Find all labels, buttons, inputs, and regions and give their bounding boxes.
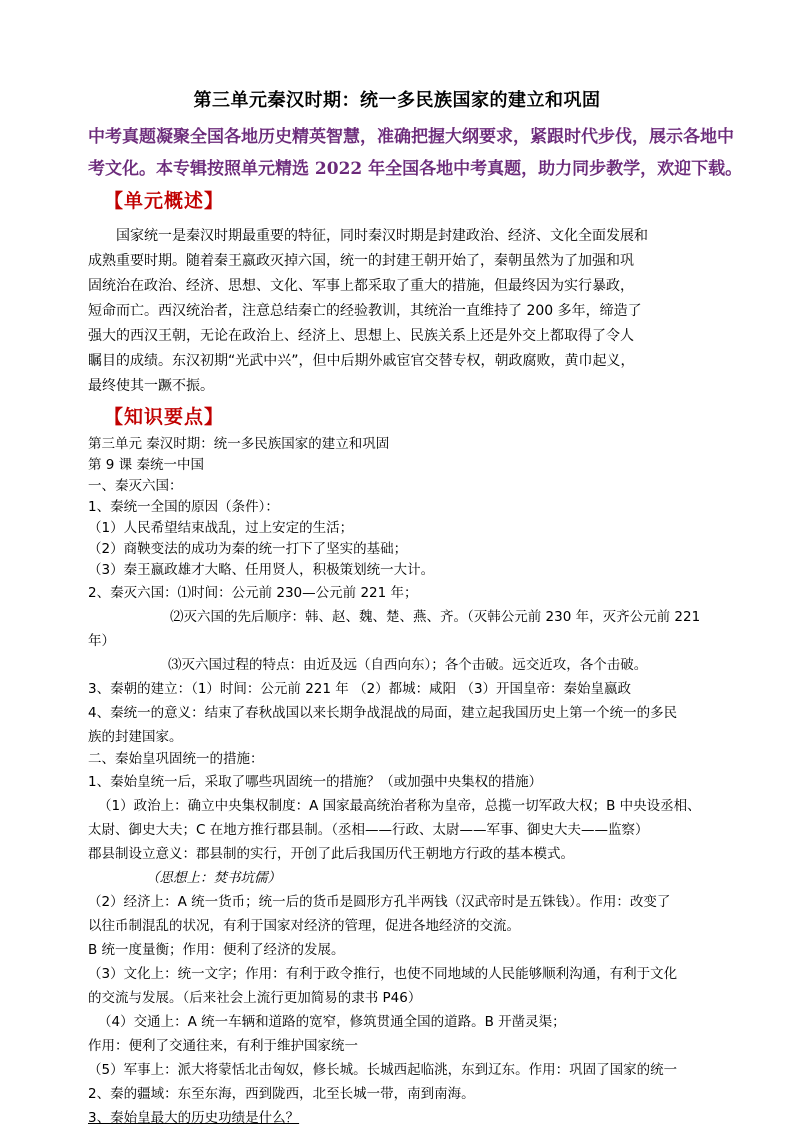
text-line: 族的封建国家。 [88,729,183,745]
text-line: 以往币制混乱的状况，有利于国家对经济的管理，促进各地经济的交流。 [88,918,520,934]
section-heading-points: 【知识要点】 [104,406,225,428]
text-line: 2、秦的疆域：东至东海，西到陇西，北至长城一带，南到南海。 [88,1086,475,1102]
overview-paragraph [88,224,728,399]
page-title: 第三单元秦汉时期：统一多民族国家的建立和巩固 [193,90,601,111]
knowledge-points [88,434,728,1130]
overview-line: 瞩目的成绩。东汉初期“光武中兴”，但中后期外戚宦官交替专权，朝政腐败，黄巾起义， [88,353,635,369]
section-heading-overview: 【单元概述】 [104,190,225,212]
text-line: 第 9 课 秦统一中国 [88,457,204,473]
overview-line: 强大的西汉王朝，无论在政治上、经济上、思想上、民族关系上还是外交上都取得了令人 [88,328,634,344]
intro-line: 中考真题凝聚全国各地历史精英智慧，准确把握大纲要求，紧跟时代步伐，展示各地中 [88,127,734,147]
text-line: （3）秦王嬴政雄才大略、任用贤人，积极策划统一大计。 [88,562,435,578]
text-line: 太尉、御史大夫；C 在地方推行郡县制。（丞相——行政、太尉——军事、御史大夫——监察） [88,822,649,838]
text-line: （4）交通上：A 统一车辆和道路的宽窄，修筑贯通全国的道路。B 开凿灵渠； [98,1014,566,1030]
text-line: ⑶灭六国过程的特点：由近及远（自西向东）；各个击破。远交近攻，各个击破。 [168,657,648,673]
text-line: （思想上：焚书坑儒） [146,870,281,886]
text-line: 1、秦统一全国的原因（条件）： [88,499,279,515]
text-line: 郡县制设立意义：郡县制的实行，开创了此后我国历代王朝地方行政的基本模式。 [88,846,574,862]
overview-line: 最终使其一蹶不振。 [88,378,214,394]
text-line: （1）政治上：确立中央集权制度：A 国家最高统治者称为皇帝，总揽一切军政大权；B 中央设丞相、 [98,798,701,814]
text-line: 2、秦灭六国：⑴时间：公元前 230—公元前 221 年； [88,585,418,601]
intro-line: 考文化。本专辑按照单元精选 2022 年全国各地中考真题，助力同步教学，欢迎下载。 [88,159,743,179]
text-line: 的交流与发展。（后来社会上流行更加简易的隶书 P46） [88,990,422,1006]
overview-line: 固统治在政治、经济、思想、文化、军事上都采取了重大的措施，但最终因为实行暴政， [88,278,634,294]
text-line: 3、秦朝的建立：（1）时间：公元前 221 年 （2）都城：咸阳 （3）开国皇帝：秦始皇嬴政 [88,681,632,697]
overview-line: 国家统一是秦汉时期最重要的特征，同时秦汉时期是封建政治、经济、文化全面发展和 [116,228,648,244]
text-line: 3、秦始皇最大的历史功绩是什么？ [88,1110,300,1126]
text-line: 年） [88,633,115,649]
text-line: 4、秦统一的意义：结束了春秋战国以来长期争战混战的局面，建立起我国历史上第一个统一的多民 [88,705,678,721]
overview-line: 短命而亡。西汉统治者，注意总结秦亡的经验教训，其统治一直维持了 200 多年，缔造了 [88,303,642,319]
text-line: ⑵灭六国的先后顺序：韩、赵、魏、楚、燕、齐。（灭韩公元前 230 年，灭齐公元前 221 [170,609,701,625]
intro-paragraph [88,121,743,185]
text-line: （1）人民希望结束战乱，过上安定的生活； [88,520,354,536]
overview-line: 成熟重要时期。随着秦王嬴政灭掉六国，统一的封建王朝开始了，秦朝虽然为了加强和巩 [88,253,634,269]
text-line: 一、秦灭六国： [88,478,183,494]
text-line: 1、秦始皇统一后，采取了哪些巩固统一的措施？（或加强中央集权的措施） [88,774,543,790]
text-line: （2）商鞅变法的成功为秦的统一打下了坚实的基础； [88,541,408,557]
text-line: B 统一度量衡；作用：便利了经济的发展。 [88,942,345,958]
text-line: （5）军事上：派大将蒙恬北击匈奴，修长城。长城西起临洮，东到辽东。作用：巩固了国家的统一 [88,1062,678,1078]
text-line: 第三单元 秦汉时期：统一多民族国家的建立和巩固 [88,436,390,452]
text-line: （2）经济上：A 统一货币；统一后的货币是圆形方孔半两钱（汉武帝时是五铢钱）。作用：改变了 [88,894,671,910]
text-line: 作用：便利了交通往来，有利于维护国家统一 [88,1038,358,1054]
text-line: 二、秦始皇巩固统一的措施： [88,751,264,767]
text-line: （3）文化上：统一文字；作用：有利于政令推行，也使不同地域的人民能够顺利沟通，有利于文化 [88,966,678,982]
